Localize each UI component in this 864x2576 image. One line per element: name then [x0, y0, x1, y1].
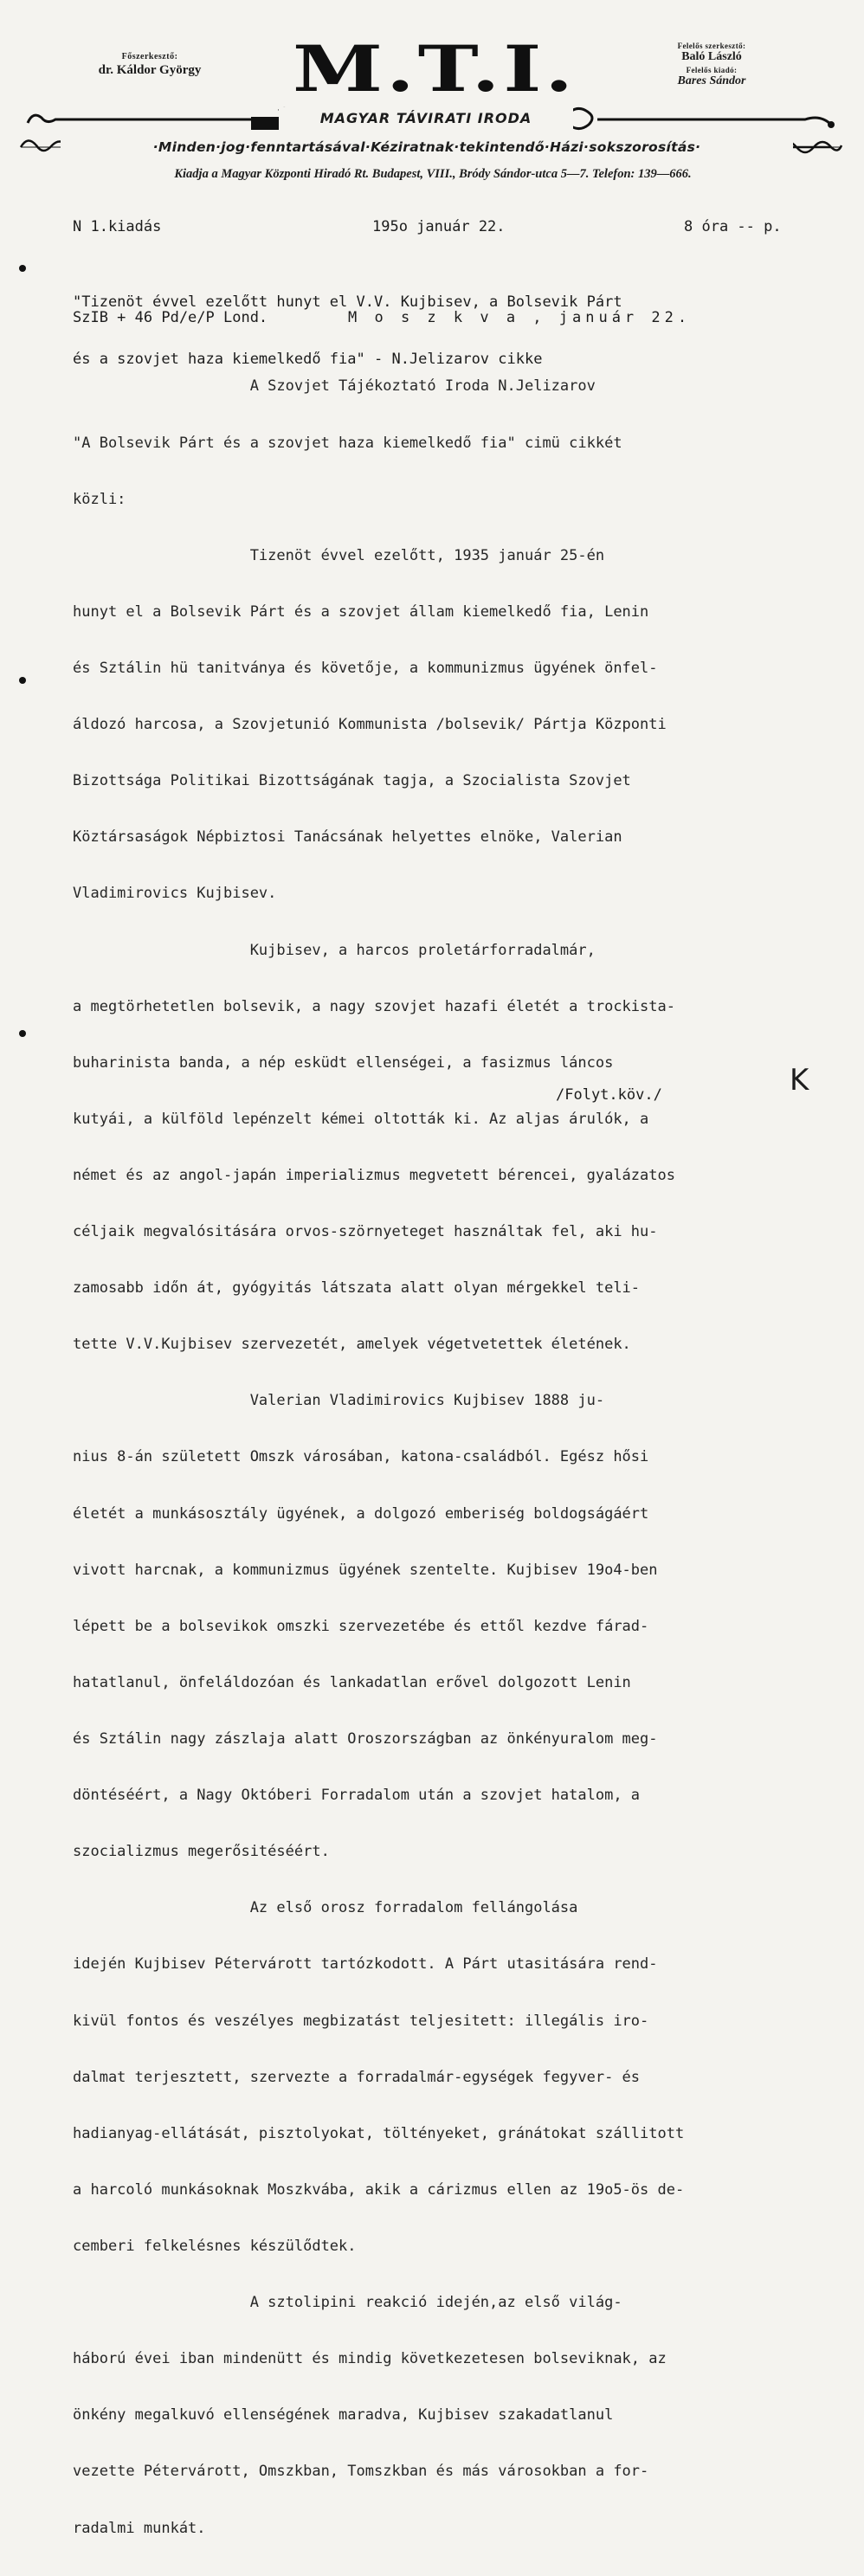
margin-dot — [19, 677, 26, 684]
body-line: dalmat terjesztett, szervezte a forradalmár-egységek fegyver- és — [73, 2068, 641, 2086]
body-line: idején Kujbisev Pétervárott tartózkodott. A Párt utasitására rend- — [73, 1955, 658, 1974]
typist-initial: K — [790, 1063, 809, 1098]
body-line: hatatlanul, önfeláldozóan és lankadatlan erővel dolgozott Lenin — [73, 1673, 631, 1691]
headline-line: és a szovjet haza kiemelkedő fia" - N.Jelizarov cikke — [73, 351, 543, 368]
article-body — [73, 340, 852, 2576]
issue-time: 8 óra -- p. — [684, 218, 782, 235]
body-line: Az első orosz forradalom fellángolása — [73, 1899, 578, 1917]
continued-notice: /Folyt.köv./ — [556, 1086, 662, 1104]
dateline-code: SzIB + 46 Pd/e/P Lond. — [73, 309, 268, 326]
dateline-place: M o s z k v a , január 22. — [348, 309, 692, 326]
body-line: Valerian Vladimirovics Kujbisev 1888 ju- — [73, 1392, 605, 1410]
body-line: Bizottsága Politikai Bizottságának tagja, a Szocialista Szovjet — [73, 772, 631, 790]
body-line: kivül fontos és veszélyes megbizatást teljesitett: illegális iro- — [73, 2012, 649, 2030]
body-line: buharinista banda, a nép esküdt ellenségei, a fasizmus láncos — [73, 1053, 614, 1072]
editor-in-chief-role: Főszerkesztő: — [121, 52, 178, 61]
body-line: vezette Pétervárott, Omszkban, Tomszkban és más városokban a for- — [73, 2463, 649, 2481]
body-line: céljaik megvalósitására orvos-szörnyeteget használtak fel, aki hu- — [73, 1223, 658, 1241]
body-line: Köztársaságok Népbiztosi Tanácsának helyettes elnöke, Valerian — [73, 828, 622, 847]
body-line: radalmi munkát. — [73, 2519, 206, 2537]
body-line: vivott harcnak, a kommunizmus ügyének szentelte. Kujbisev 19o4-ben — [73, 1561, 658, 1579]
body-line: nius 8-án született Omszk városában, katona-családból. Egész hősi — [73, 1448, 649, 1466]
body-line: a megtörhetetlen bolsevik, a nagy szovjet hazafi életét a trockista- — [73, 997, 675, 1015]
headline-line: "Tizenöt évvel ezelőtt hunyt el V.V. Kujbisev, a Bolsevik Párt — [73, 293, 622, 311]
body-line: a harcoló munkásoknak Moszkvába, akik a cárizmus ellen az 19o5-ös de- — [73, 2180, 685, 2199]
body-line: életét a munkásosztály ügyének, a dolgozó emberiség boldogságáért — [73, 1504, 649, 1523]
responsible-publisher-name: Bares Sándor — [677, 74, 746, 87]
responsible-editor-role: Felelős szerkesztő: — [677, 42, 746, 50]
body-line: Tizenöt évvel ezelőtt, 1935 január 25-én — [73, 546, 605, 564]
agency-name: MAGYAR TÁVIRATI IRODA — [279, 107, 573, 130]
body-line: hunyt el a Bolsevik Párt és a szovjet állam kiemelkedő fia, Lenin — [73, 602, 649, 621]
responsible-publisher-role: Felelős kiadó: — [686, 66, 738, 74]
edition-number: N 1.kiadás — [73, 218, 162, 235]
editor-in-chief-name: dr. Káldor György — [98, 63, 202, 77]
body-line: cemberi felkelésnes készülődtek. — [73, 2238, 357, 2256]
margin-dot — [19, 1030, 26, 1037]
body-line: háború évei iban mindenütt és mindig következetesen bolseviknak, az — [73, 2350, 667, 2368]
body-line: hadianyag-ellátását, pisztolyokat, töltényeket, gránátokat szállitott — [73, 2124, 685, 2142]
body-line: német és az angol-japán imperializmus megvetett bérencei, gyalázatos — [73, 1166, 675, 1184]
body-line: zamosabb időn át, gyógyitás látszata alatt olyan mérgekkel teli- — [73, 1279, 641, 1298]
publisher-line: Kiadja a Magyar Központi Hiradó Rt. Budapest, VIII., Bródy Sándor-utca 5—7. Telefon: 139—666. — [174, 167, 692, 181]
body-line: és Sztálin nagy zászlaja alatt Oroszországban az önkényuralom meg- — [73, 1730, 658, 1748]
body-line: Vladimirovics Kujbisev. — [73, 885, 277, 903]
mti-logo: M.T.I. — [292, 32, 577, 106]
responsible-editor-name: Baló László — [681, 50, 742, 63]
body-line: szocializmus megerősitéséért. — [73, 1843, 330, 1861]
body-line: tette V.V.Kujbisev szervezetét, amelyek végetvetettek életének. — [73, 1336, 631, 1354]
body-line: A Szovjet Tájékoztató Iroda N.Jelizarov — [73, 377, 596, 396]
body-line: közli: — [73, 490, 126, 508]
body-line: önkény megalkuvó ellenségének maradva, Kujbisev szakadatlanul — [73, 2406, 614, 2425]
responsible-editors-block — [651, 42, 772, 90]
margin-dot — [19, 265, 26, 272]
body-line: és Sztálin hü tanitványa és követője, a kommunizmus ügyének önfel- — [73, 659, 658, 677]
body-line: A sztolipini reakció idején,az első világ- — [73, 2294, 622, 2312]
body-line: "A Bolsevik Párt és a szovjet haza kiemelkedő fia" cimü cikkét — [73, 434, 622, 452]
body-line: lépett be a bolsevikok omszki szervezetébe és ettől kezdve fárad- — [73, 1617, 649, 1635]
body-line: áldozó harcosa, a Szovjetunió Kommunista /bolsevik/ Pártja Központi — [73, 716, 667, 734]
letterhead — [0, 0, 864, 199]
body-line: kutyái, a külföld lepénzelt kémei oltották ki. Az aljas árulók, a — [73, 1110, 649, 1128]
body-line: döntéséért, a Nagy Októberi Forradalom után a szovjet hatalom, a — [73, 1787, 641, 1805]
body-line: Kujbisev, a harcos proletárforradalmár, — [73, 941, 596, 959]
editor-in-chief-block — [68, 52, 232, 78]
issue-date: 195o január 22. — [372, 218, 506, 235]
rights-notice: ·Minden·jog·fenntartásával·Kéziratnak·tekintendő·Házi·sokszorosítás· — [61, 137, 793, 158]
